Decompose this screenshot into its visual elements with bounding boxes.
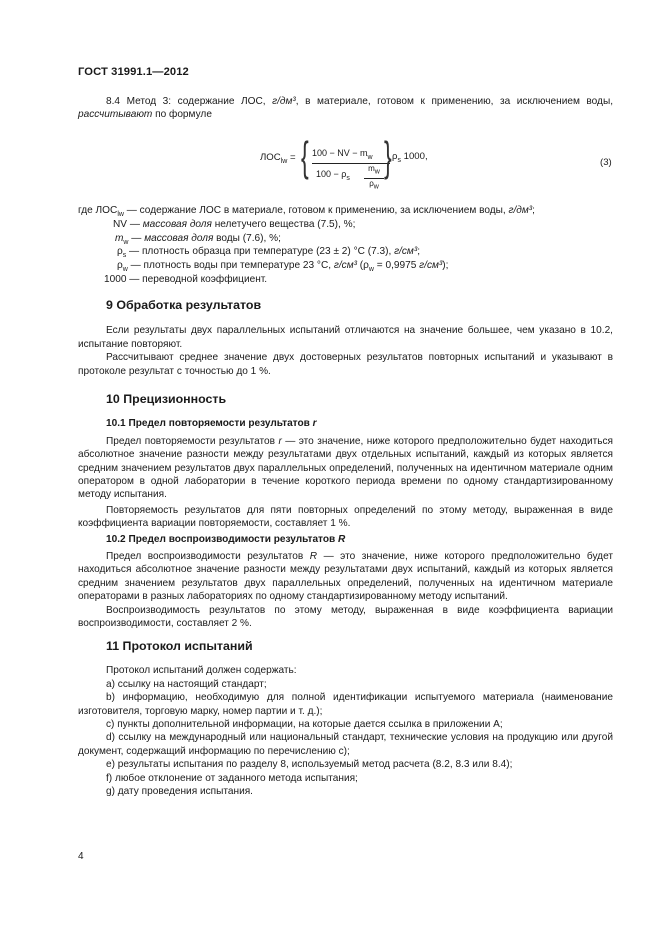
- section-11: [78, 640, 613, 798]
- list-item: g) дату проведения испытания.: [106, 786, 253, 798]
- formula-numerator: [312, 148, 373, 161]
- def-dash: —: [128, 233, 145, 244]
- def-symbol: ρ: [117, 260, 123, 271]
- inner-fraction-den: [364, 178, 384, 193]
- section-10-p3-var: R: [309, 551, 318, 563]
- def-after: (ρ: [356, 260, 369, 271]
- formula-rhs: [392, 151, 428, 164]
- section-10-p2: Повторяемость результатов для пяти повторных определений по этому методу, выраженная в виде коэффициента вариации повторяемости, составляет 1 %.: [78, 504, 613, 530]
- inner-num-sub: w: [374, 168, 380, 176]
- inner-den-text: ρ: [369, 178, 374, 188]
- formula-denominator-text: 100 − ρ: [316, 169, 347, 179]
- def-text: нелетучего вещества (7.5), %;: [211, 219, 356, 230]
- section-8-4-text: [78, 95, 613, 122]
- formula-rhs-sub: s: [397, 156, 401, 164]
- section-10-p3: [78, 550, 613, 604]
- section-8-4-rest: , в материале, готовом к применению, за исключением воды,: [295, 96, 614, 107]
- section-11-intro: Протокол испытаний должен содержать:: [106, 665, 297, 677]
- def-symbol: NV: [113, 219, 128, 230]
- section-10-p3a: Предел воспроизводимости результатов: [106, 551, 310, 563]
- def-dash: —: [126, 274, 143, 285]
- def-symbol: ρ: [117, 246, 123, 257]
- formula-number: (3): [600, 157, 612, 168]
- def-after2: = 0,9975: [373, 260, 420, 271]
- formula-denominator-sub: s: [346, 174, 350, 182]
- left-brace-icon: {: [301, 133, 309, 180]
- def-text-italic: массовая доля: [142, 219, 212, 230]
- formula-lhs-sub: lw: [280, 157, 288, 165]
- section-9-title: 9 Обработка результатов: [106, 298, 262, 312]
- list-item: e) результаты испытания по разделу 8, используемый метод расчета (8.2, 8.3 или 8.4);: [106, 759, 513, 771]
- def-symbol: 1000: [104, 274, 127, 285]
- formula-rhs-tail: 1000,: [400, 151, 428, 162]
- def-after: ;: [417, 246, 421, 257]
- unit-text: г/дм³: [272, 96, 296, 107]
- def-text: плотность образца при температуре (23 ± 2) °С (7.3),: [141, 246, 395, 257]
- section-10-p1b: — это значение, ниже которого предположительно будет находиться абсолютное значение разности между результатами двух отдельных испытаний, каждый из которых является средним значением результатов двух параллельных определений, полученных на идентичном материале одним оператором в одной лаборатории в течение короткого периода времени по одному стандартизированному методу испытания.: [78, 435, 613, 501]
- def-unit2: г/см³: [419, 260, 443, 271]
- def-after3: );: [442, 260, 449, 271]
- formula-eq: =: [289, 152, 296, 163]
- section-9-p1: Если результаты двух параллельных испытаний отличаются на значение большее, чем указано в 10.2, испытание повторяют.: [78, 325, 613, 350]
- def-text: воды (7.6), %;: [213, 233, 281, 244]
- subsection-10-1-var: r: [312, 418, 317, 430]
- formula-denominator: [316, 169, 350, 182]
- subsection-10-2: [78, 533, 613, 546]
- def-text: содержание ЛОС в материале, готовом к применению, за исключением воды,: [139, 205, 509, 216]
- section-11-title: 11 Протокол испытаний: [106, 639, 253, 653]
- section-8-4-lead: 8.4 Метод 3: содержание ЛОС,: [106, 96, 273, 107]
- calc-word: рассчитывают: [78, 109, 153, 121]
- subsection-10-2-text: 10.2 Предел воспроизводимости результатов: [106, 533, 339, 545]
- def-symbol-sub: lw: [117, 211, 124, 219]
- def-dash: —: [123, 205, 140, 216]
- list-item: c) пункты дополнительной информации, на которые дается ссылка в приложении А;: [106, 719, 503, 731]
- section-10-p1a: Предел повторяемости результатов: [106, 435, 279, 447]
- inner-num-text: m: [368, 164, 375, 173]
- subsection-10-1-text: 10.1 Предел повторяемости результатов: [106, 418, 313, 430]
- list-item: f) любое отклонение от заданного метода испытания;: [106, 772, 358, 784]
- def-dash: —: [126, 246, 142, 257]
- inner-den-sub: w: [373, 183, 379, 191]
- right-brace-icon: }: [384, 133, 392, 180]
- def-symbol-sub: s: [122, 252, 127, 260]
- section-10: [78, 393, 613, 631]
- def-text-italic: массовая доля: [144, 233, 214, 244]
- formula-rhs-text: ρ: [392, 151, 398, 162]
- formula-3: [260, 128, 620, 196]
- document-header: ГОСТ 31991.1—2012: [78, 66, 189, 78]
- inner-fraction: [364, 164, 384, 192]
- def-dash: —: [127, 260, 144, 271]
- formula-lhs: [260, 152, 296, 165]
- section-9-p2: Рассчитывают среднее значение двух достоверных результатов повторных испытаний и указывают в протоколе результат с точностью до 1 %.: [78, 352, 613, 377]
- def-symbol: m: [115, 233, 124, 244]
- formula-numerator-sub: w: [367, 153, 373, 161]
- def-symbol: где ЛОС: [78, 205, 118, 216]
- definition-nv: [113, 218, 355, 231]
- def-unit: г/см³: [333, 260, 357, 271]
- subsection-10-1: [78, 417, 613, 430]
- def-symbol-sub: w: [122, 266, 128, 274]
- section-10-title: 10 Прецизионность: [106, 392, 227, 406]
- section-9: [78, 299, 613, 378]
- subsection-10-2-var: R: [338, 533, 346, 545]
- formula-numerator-text: 100 − NV − m: [312, 148, 368, 158]
- formula-lhs-text: ЛОС: [260, 152, 281, 163]
- def-dash: —: [127, 219, 143, 230]
- section-10-p4: Воспроизводимость результатов по этому методу, выраженная в виде коэффициента вариации воспроизводимости, составляет 2 %.: [78, 604, 613, 630]
- list-item: d) ссылку на международный или национальный стандарт, технические условия на продукцию или другой документ, содержащий информацию по перечислению с);: [78, 732, 613, 757]
- list-item: a) ссылку на настоящий стандарт;: [106, 678, 267, 690]
- def-symbol-sub: w: [123, 239, 129, 247]
- definition-1000: [104, 273, 267, 286]
- def-unit: г/дм³: [508, 205, 533, 216]
- inner-fraction-num: [364, 164, 384, 178]
- def-text: переводной коэффициент.: [142, 274, 268, 285]
- section-10-p1: [78, 435, 613, 502]
- list-item: b) информацию, необходимую для полной идентификации испытуемого материала (наименование изготовителя, торговую марку, номер партии и т. д.);: [78, 692, 613, 717]
- section-8-4: [78, 95, 613, 122]
- def-unit: г/см³: [394, 246, 418, 257]
- section-8-4-tail: по формуле: [152, 109, 212, 121]
- section-10-p3b: — это значение, ниже которого предположительно будет находиться абсолютное значение разности между результатами двух испытаний, каждый из которых является средним значением результатов двух параллельных определений, полученных на идентичном материале операторами в разных лабораториях по одному стандартизированному методу испытаний.: [78, 551, 613, 603]
- page-number: 4: [78, 851, 84, 862]
- def-after: ;: [532, 205, 535, 216]
- def-text: плотность воды при температуре 23 °С,: [143, 260, 334, 271]
- def-after-sub: w: [368, 266, 374, 274]
- section-10-p1-var: r: [278, 435, 282, 447]
